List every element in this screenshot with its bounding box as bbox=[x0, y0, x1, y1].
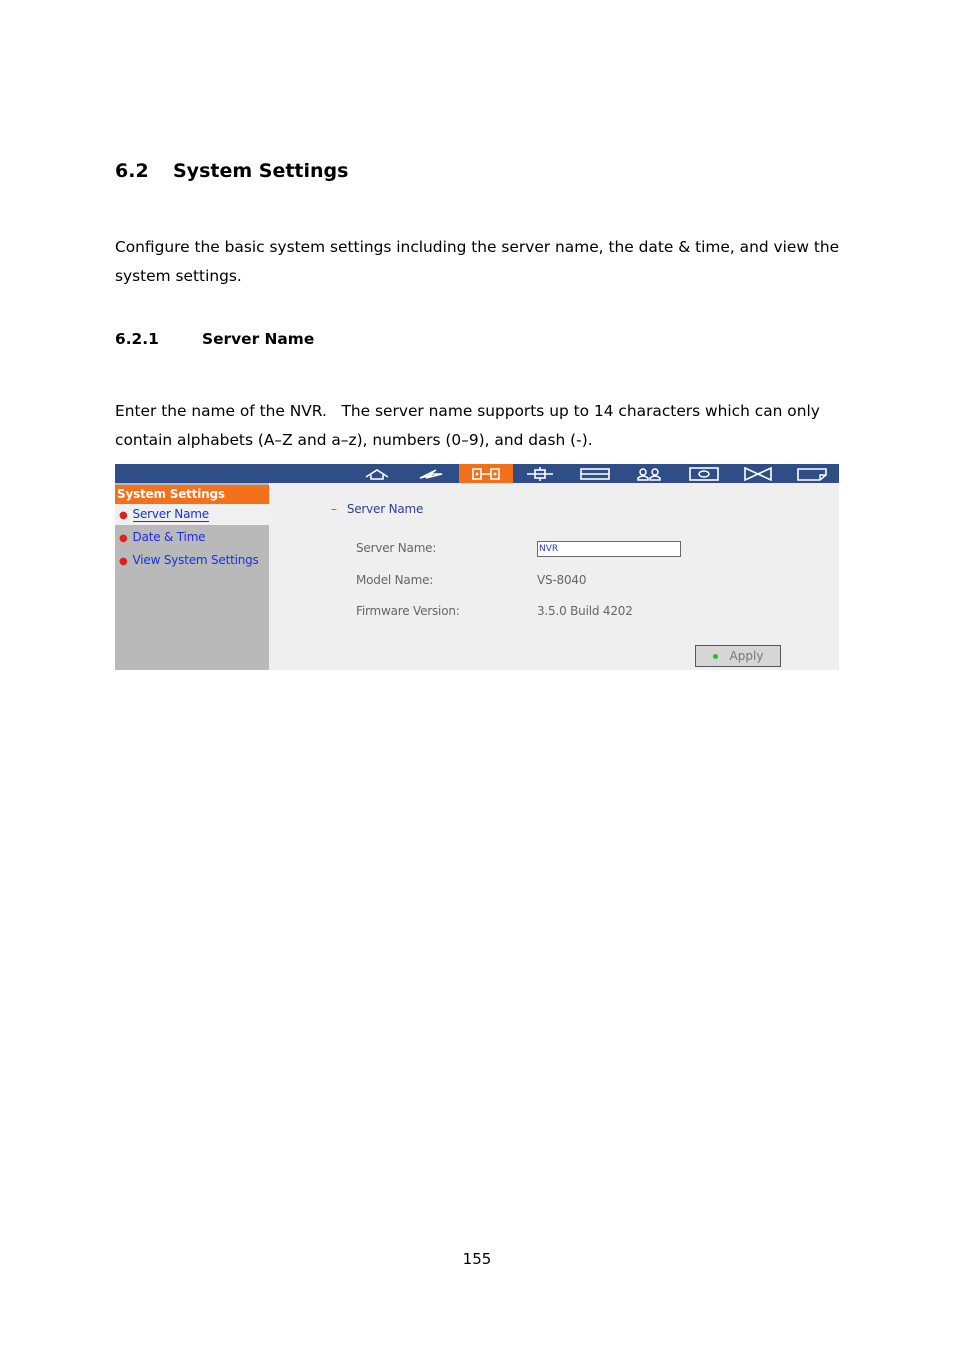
sidebar-title: System Settings bbox=[115, 485, 269, 504]
sidebar-item-server-name[interactable] bbox=[115, 504, 269, 525]
subsection-title: Server Name bbox=[202, 330, 315, 348]
section-title: System Settings bbox=[173, 160, 349, 182]
sidebar-item-label: View System Settings bbox=[132, 553, 259, 567]
network-icon[interactable] bbox=[513, 464, 567, 483]
section-heading bbox=[115, 160, 348, 182]
quick-config-icon[interactable] bbox=[404, 464, 458, 483]
sidebar bbox=[115, 483, 269, 670]
description-paragraph: Enter the name of the NVR. The server name supports up to 14 characters which can only contain alphabets (A–Z and a–z), numbers (0–9), and dash (-). bbox=[115, 402, 820, 449]
bullet-icon: ● bbox=[119, 510, 128, 521]
model-name-value: VS-8040 bbox=[537, 573, 587, 587]
minus-icon: – bbox=[331, 502, 337, 516]
server-name-input[interactable] bbox=[537, 541, 681, 557]
bullet-icon: ● bbox=[119, 556, 128, 567]
logs-icon[interactable] bbox=[785, 464, 839, 483]
device-config-icon[interactable] bbox=[677, 464, 731, 483]
page-number: 155 bbox=[462, 1250, 492, 1268]
storage-icon[interactable] bbox=[568, 464, 622, 483]
top-toolbar bbox=[115, 464, 839, 483]
intro-paragraph: Configure the basic system settings including the server name, the date & time, and view the system settings. bbox=[115, 238, 840, 285]
tools-icon[interactable] bbox=[731, 464, 785, 483]
apply-button-label: Apply bbox=[729, 649, 764, 663]
firmware-version-label: Firmware Version: bbox=[356, 604, 460, 618]
subsection-number: 6.2.1 bbox=[115, 330, 159, 348]
apply-button[interactable] bbox=[695, 645, 781, 667]
section-heading-label: Server Name bbox=[346, 502, 424, 516]
section-number: 6.2 bbox=[115, 160, 149, 182]
user-management-icon[interactable] bbox=[622, 464, 676, 483]
home-icon[interactable] bbox=[350, 464, 404, 483]
sidebar-item-view-system-settings[interactable] bbox=[115, 550, 269, 571]
server-name-label: Server Name: bbox=[356, 541, 437, 555]
sidebar-item-date-time[interactable] bbox=[115, 527, 269, 548]
sidebar-item-label: Date & Time bbox=[132, 530, 206, 544]
section-heading-server-name bbox=[331, 502, 423, 516]
screenshot-server-name bbox=[115, 464, 839, 670]
sidebar-item-label: Server Name bbox=[132, 507, 209, 521]
bullet-icon: ● bbox=[119, 533, 128, 544]
model-name-label: Model Name: bbox=[356, 573, 434, 587]
firmware-version-value: 3.5.0 Build 4202 bbox=[537, 604, 633, 618]
subsection-heading bbox=[115, 330, 314, 348]
system-settings-icon[interactable] bbox=[459, 464, 513, 483]
status-dot-icon bbox=[713, 654, 718, 659]
